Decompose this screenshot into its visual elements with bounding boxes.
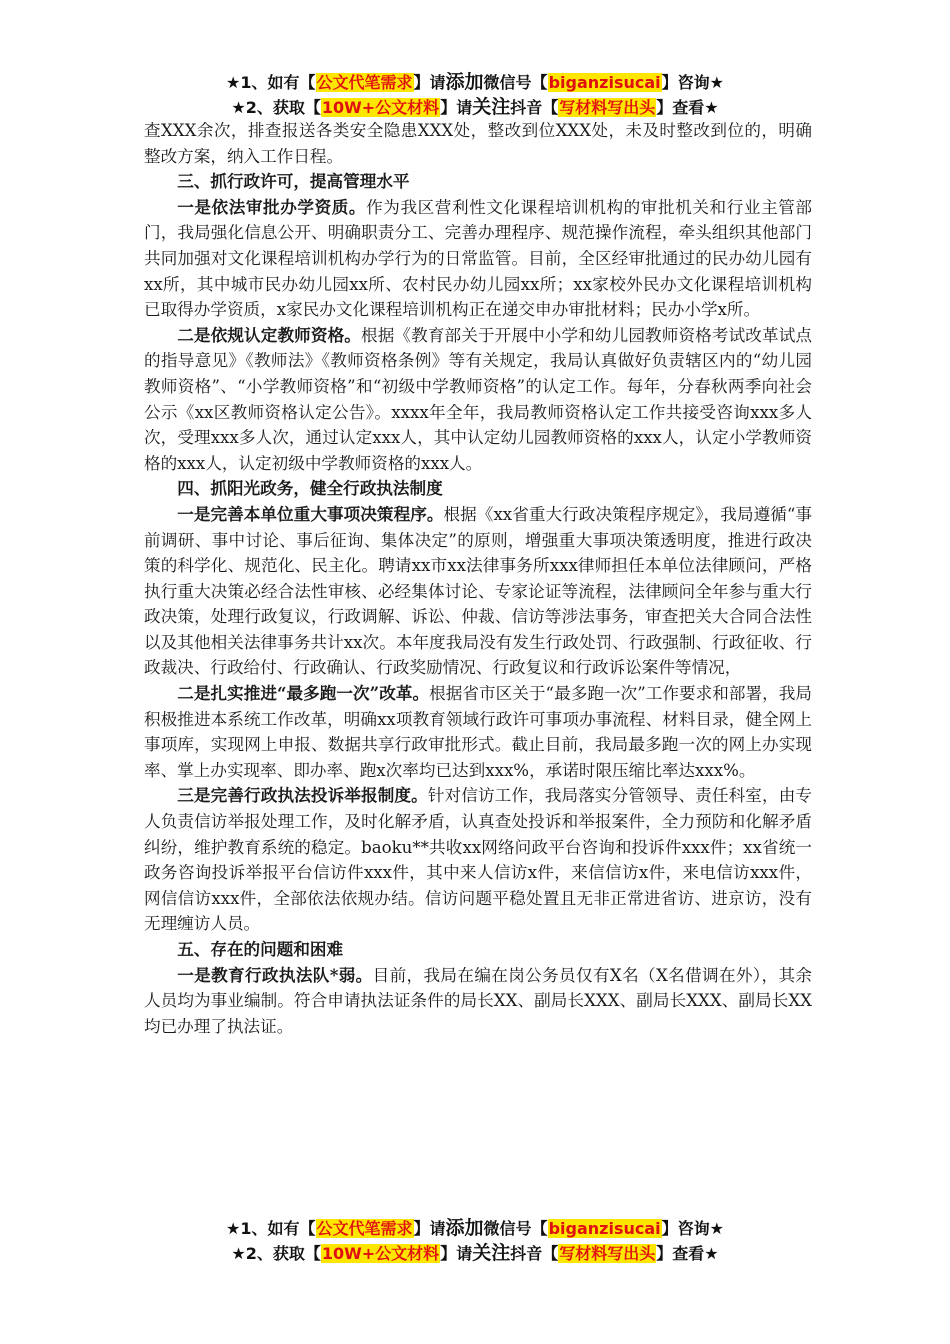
banner-highlight: 10W+公文材料: [321, 98, 440, 117]
banner-text: 微信号【: [483, 1219, 548, 1238]
paragraph-text: 根据《教育部关于开展中小学和幼儿园教师资格考试改革试点的指导意见》《教师法》《教师资格条例》等有关规定，我局认真做好负责辖区内的“幼儿园教师资格”、“小学教师资格”和“初级中学教师资格”的认定工作。每年，分春秋两季向社会公示《xx区教师资格认定公告》。xxxx年全年，我局教师资格认定工作共接受咨询xxx多人次，受理xxx多人次，通过认定xxx人，其中认定幼儿园教师资格的xxx人，认定小学教师资格的xxx人，认定初级中学教师资格的xxx人。: [144, 325, 813, 473]
paragraph: 查XXX余次，排查报送各类安全隐患XXX处，整改到位XXX处，未及时整改到位的，明确整改方案，纳入工作日程。: [144, 121, 812, 166]
banner-text: ★2、获取【: [231, 1244, 321, 1263]
paragraph-lead: 一是完善本单位重大事项决策程序。: [177, 503, 444, 524]
paragraph-lead: 一是教育行政执法队*弱。: [177, 964, 373, 985]
banner-text: ★2、获取【: [231, 98, 321, 117]
paragraph-text: 根据省市区关于“最多跑一次”工作要求和部署，我局积极推进本系统工作改革，明确xx项教育领域行政许可事项办事流程、材料目录，健全网上事项库，实现网上申报、数据共享行政审批形式。截止目前，我局最多跑一次的网上办实现率、掌上办实现率、即办率、跑x次率均已达到xxx%，承诺时限压缩比率达xxx%。: [144, 684, 812, 780]
banner-text: 】咨询★: [661, 1219, 724, 1238]
paragraph-text: 目前，我局在编在岗公务员仅有X名（X名借调在外），其余人员均为事业编制。符合申请执法证条件的局长XX、副局长XXX、副局长XXX、副局长XX均已办理了执法证。: [144, 965, 812, 1036]
paragraph-text: 作为我区营利性文化课程培训机构的审批机关和行业主管部门，我局强化信息公开、明确职责分工、完善办理程序、规范操作流程，牵头组织其他部门共同加强对文化课程培训机构办学行为的日常监管。目前，全区经审批通过的民办幼儿园有xx所，其中城市民办幼儿园xx所、农村民办幼儿园xx所；xx家校外民办文化课程培训机构已取得办学资质，x家民办文化课程培训机构正在递交申办审批材料；民办小学x所。: [144, 197, 813, 320]
paragraph-lead: 二是依规认定教师资格。: [177, 324, 361, 345]
paragraph-lead: 一是依法审批办学资质。: [177, 196, 367, 217]
paragraph: [144, 195, 812, 323]
paragraph-lead: 三是完善行政执法投诉举报制度。: [177, 785, 428, 806]
banner-line-2: [0, 95, 950, 120]
paragraph: [144, 783, 812, 937]
banner-highlight: 10W+公文材料: [321, 1244, 440, 1263]
paragraph-text: 针对信访工作，我局落实分管领导、责任科室，由专人负责信访举报处理工作，及时化解矛盾，认真查处投诉和举报案件，全力预防和化解矛盾纠纷，维护教育系统的稳定。baoku**共收xx网络问政平台咨询和投诉件xxx件；xx省统一政务咨询投诉举报平台信访件xxx件，其中来人信访x件，来信信访x件，来电信访xxx件，网信信访xxx件，全部依法依规办结。信访问题平稳处置且无非正常进省访、进京访，没有无理缠访人员。: [144, 786, 813, 934]
banner-text: ★1、如有【: [226, 1219, 316, 1238]
banner-emphasis: 关注: [472, 1242, 511, 1264]
banner-emphasis: 添加: [445, 71, 484, 93]
banner-text: 】查看★: [656, 98, 719, 117]
paragraph: [144, 323, 812, 477]
banner-line-1: [0, 70, 950, 95]
banner-douyin-id: 写材料写出头: [559, 1244, 656, 1263]
top-banner: [0, 70, 950, 120]
banner-line-1: [0, 1216, 950, 1241]
paragraph: [144, 681, 812, 783]
banner-emphasis: 添加: [445, 1217, 484, 1239]
paragraph-text: 根据《xx省重大行政决策程序规定》，我局遵循“事前调研、事中讨论、事后征询、集体决定”的原则，增强重大事项决策透明度，推进行政决策的科学化、规范化、民主化。聘请xx市xx法律事务所xxx律师担任本单位法律顾问，严格执行重大决策必经合法性审核、必经集体讨论、专家论证等流程，法律顾问全年参与重大行政决策，处理行政复议，行政调解、诉讼、仲裁、信访等涉法事务，审查把关大合同合法性以及其他相关法律事务共计xx次。本年度我局没有发生行政处罚、行政强制、行政征收、行政裁决、行政给付、行政确认、行政奖励情况、行政复议和行政诉讼案件等情况，: [144, 504, 813, 678]
banner-text: 】查看★: [656, 1244, 719, 1263]
banner-douyin-id: 写材料写出头: [559, 98, 656, 117]
section-heading: 四、抓阳光政务，健全行政执法制度: [177, 478, 443, 499]
banner-highlight: 公文代笔需求: [316, 73, 413, 92]
banner-line-2: [0, 1241, 950, 1266]
banner-text: 】请: [413, 1219, 446, 1238]
paragraph-lead: 二是扎实推进“最多跑一次”改革。: [177, 683, 430, 704]
banner-wechat-id: biganzisucai: [548, 1219, 661, 1238]
banner-text: 抖音【: [510, 98, 559, 117]
banner-text: 】请: [440, 1244, 473, 1263]
banner-wechat-id: biganzisucai: [548, 73, 661, 92]
paragraph: [144, 502, 812, 681]
section-heading: 五、存在的问题和困难: [177, 939, 344, 959]
banner-highlight: 公文代笔需求: [316, 1219, 413, 1238]
banner-text: 微信号【: [483, 73, 548, 92]
banner-text: 】请: [440, 98, 473, 117]
bottom-banner: [0, 1216, 950, 1266]
banner-text: ★1、如有【: [226, 73, 316, 92]
banner-text: 抖音【: [510, 1244, 559, 1263]
banner-emphasis: 关注: [472, 96, 511, 118]
banner-text: 】请: [413, 73, 446, 92]
document-body: [144, 118, 812, 1039]
section-heading: 三、抓行政许可，提高管理水平: [177, 171, 410, 192]
banner-text: 】咨询★: [661, 73, 724, 92]
paragraph: [144, 963, 812, 1040]
